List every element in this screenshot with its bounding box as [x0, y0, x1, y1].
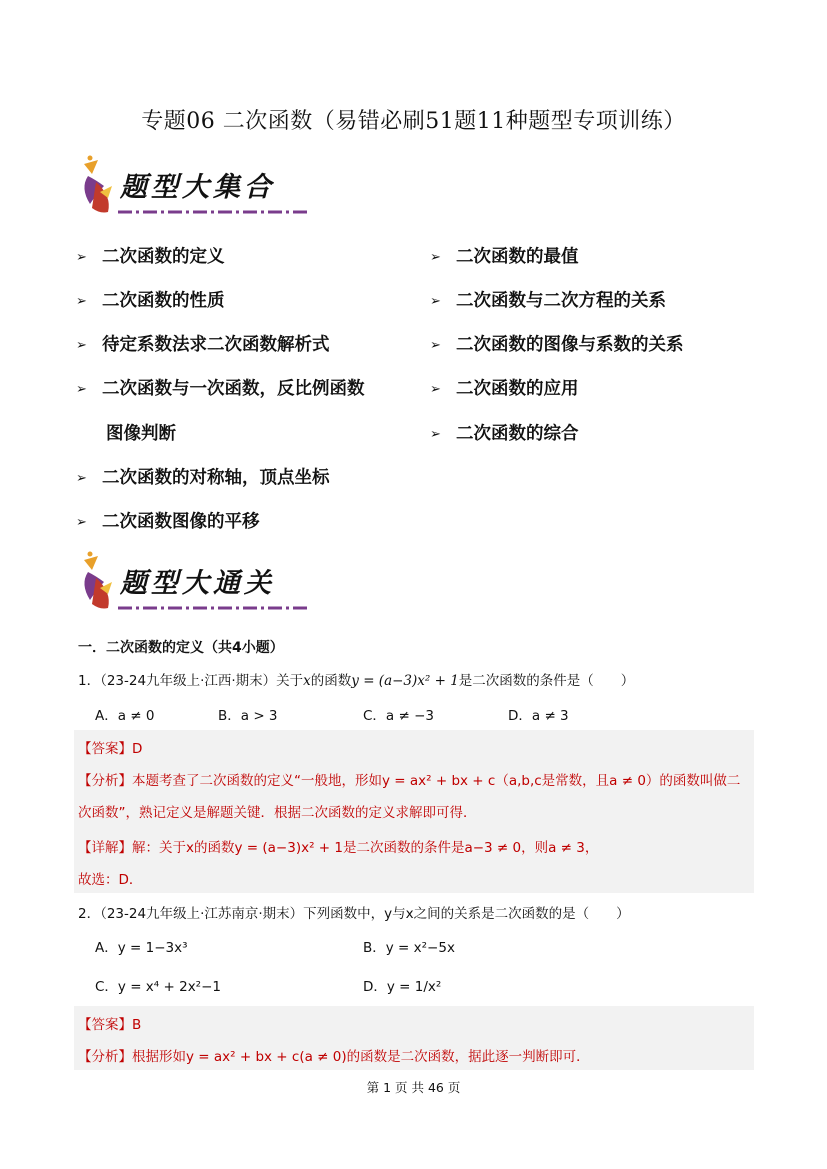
topic-item: ➢ 二次函数的对称轴，顶点坐标 — [76, 468, 330, 488]
topic-item: ➢ 二次函数的应用 — [430, 379, 579, 399]
question-1-analysis-cont: 次函数”，熟记定义是解题关键．根据二次函数的定义求解即可得． — [78, 805, 477, 821]
topic-item: ➢ 二次函数与二次方程的关系 — [430, 291, 666, 311]
question-1-stem: 1．（23-24九年级上·江西·期末）关于x的函数y = (a−3)x² + 1是二次函数的条件是（ ） — [78, 673, 635, 689]
arrow-marker-icon: ➢ — [430, 294, 441, 309]
question-2-analysis: 【分析】根据形如y = ax² + bx + c(a ≠ 0)的函数是二次函数，据此逐一判断即可． — [78, 1049, 590, 1065]
page-title: 专题06 二次函数（易错必刷51题11种题型专项训练） — [141, 109, 686, 134]
arrow-marker-icon: ➢ — [76, 471, 87, 486]
arrow-marker-icon: ➢ — [430, 338, 441, 353]
section-banner-topic-collection — [78, 152, 318, 222]
arrow-marker-icon: ➢ — [76, 250, 87, 265]
question-2-stem: 2．（23-24九年级上·江苏南京·期末）下列函数中，y与x之间的关系是二次函数的是（ ） — [78, 906, 630, 922]
topic-item: ➢ 二次函数的定义 — [76, 247, 225, 267]
topic-item: ➢ 待定系数法求二次函数解析式 — [76, 335, 330, 355]
arrow-marker-icon: ➢ — [430, 382, 441, 397]
question-1-option-a[interactable]: A．a ≠ 0 — [95, 708, 155, 724]
question-2-option-a[interactable]: A．y = 1−3x³ — [95, 940, 188, 956]
section-heading: 一．二次函数的定义（共4小题） — [78, 640, 284, 656]
arrow-marker-icon: ➢ — [76, 382, 87, 397]
topic-item: ➢ 二次函数的图像与系数的关系 — [430, 335, 684, 355]
question-1-option-d[interactable]: D．a ≠ 3 — [508, 708, 569, 724]
question-1-answer: 【答案】D — [78, 741, 143, 757]
question-2-answer: 【答案】B — [78, 1017, 142, 1033]
section-banner-topic-practice — [78, 548, 318, 618]
arrow-marker-icon: ➢ — [76, 338, 87, 353]
banner-title: 题型大集合 — [120, 172, 275, 203]
topic-item: ➢ 二次函数图像的平移 — [76, 512, 260, 532]
topic-item-continuation: 图像判断 — [106, 424, 176, 444]
topic-item: ➢ 二次函数的性质 — [76, 291, 225, 311]
question-1-conclusion: 故选：D． — [78, 872, 143, 888]
question-2-option-c[interactable]: C．y = x⁴ + 2x²−1 — [95, 979, 221, 995]
topic-item: ➢ 二次函数与一次函数，反比例函数 — [76, 379, 365, 399]
question-2-option-d[interactable]: D．y = 1/x² — [363, 979, 442, 995]
topic-item: ➢ 二次函数的最值 — [430, 247, 579, 267]
banner-title: 题型大通关 — [120, 568, 275, 599]
question-1-option-b[interactable]: B．a > 3 — [218, 708, 278, 724]
arrow-marker-icon: ➢ — [430, 250, 441, 265]
question-1-option-c[interactable]: C．a ≠ −3 — [363, 708, 434, 724]
arrow-marker-icon: ➢ — [76, 294, 87, 309]
page-footer: 第 1 页 共 46 页 — [366, 1080, 461, 1095]
question-2-option-b[interactable]: B．y = x²−5x — [363, 940, 455, 956]
question-1-detail: 【详解】解：关于x的函数y = (a−3)x² + 1是二次函数的条件是a−3 ≠ 0，则a ≠ 3， — [78, 840, 599, 856]
arrow-marker-icon: ➢ — [430, 427, 441, 442]
topic-item: ➢ 二次函数的综合 — [430, 424, 579, 444]
question-1-analysis: 【分析】本题考查了二次函数的定义“一般地，形如y = ax² + bx + c（a,b,c是常数，且a ≠ 0）的函数叫做二 — [78, 773, 741, 789]
arrow-marker-icon: ➢ — [76, 515, 87, 530]
